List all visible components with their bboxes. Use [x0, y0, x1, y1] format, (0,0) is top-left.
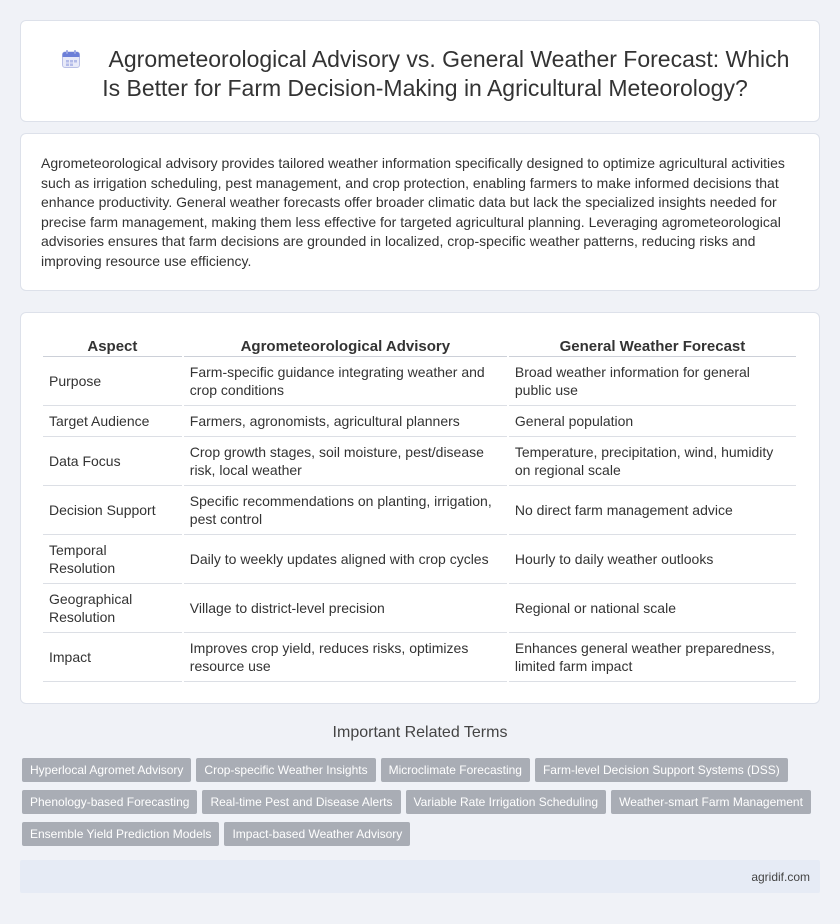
summary-paragraph: Agrometeorological advisory provides tailored weather information specifically designed to optimize agricultural activities such as irrigation scheduling, pest management, and crop protection, enabling farmers to make informed decisions that enhance productivity. General weather forecasts offer broader climatic data but lack the specialized insights needed for precise farm management, making them less effective for targeted agricultural planning. Leveraging agrometeorological advisories ensures that farm decisions are grounded in localized, crop-specific weather patterns, reducing risks and improving resource use efficiency. — [41, 155, 785, 269]
row-aspect: Decision Support — [43, 486, 182, 535]
related-term-chip[interactable]: Ensemble Yield Prediction Models — [22, 822, 219, 846]
row-forecast: Enhances general weather preparedness, limited farm impact — [509, 633, 796, 682]
page-title: Agrometeorological Advisory vs. General Weather Forecast: Which Is Better for Farm Decision-Making in Agricultural Meteorology? — [102, 46, 790, 101]
page-title-row — [51, 45, 799, 103]
related-terms-list — [22, 758, 822, 854]
related-term-chip[interactable]: Variable Rate Irrigation Scheduling — [406, 790, 607, 814]
comparison-table-card — [20, 312, 820, 704]
related-term-chip[interactable]: Real-time Pest and Disease Alerts — [202, 790, 400, 814]
table-row — [43, 584, 796, 633]
header-general-forecast: General Weather Forecast — [509, 333, 796, 357]
row-aspect: Geographical Resolution — [43, 584, 182, 633]
table-row — [43, 406, 796, 437]
calendar-icon — [61, 49, 81, 69]
row-aspect: Target Audience — [43, 406, 182, 437]
row-forecast: No direct farm management advice — [509, 486, 796, 535]
comparison-table — [41, 333, 798, 682]
row-forecast: General population — [509, 406, 796, 437]
related-terms-title: Important Related Terms — [332, 724, 508, 741]
footer-bar — [20, 860, 820, 893]
footer-site-link[interactable]: agridif.com — [751, 870, 810, 884]
row-advisory: Improves crop yield, reduces risks, optimizes resource use — [184, 633, 507, 682]
row-forecast: Hourly to daily weather outlooks — [509, 535, 796, 584]
row-advisory: Daily to weekly updates aligned with crop cycles — [184, 535, 507, 584]
row-advisory: Specific recommendations on planting, irrigation, pest control — [184, 486, 507, 535]
related-term-chip[interactable]: Microclimate Forecasting — [381, 758, 530, 782]
table-row — [43, 535, 796, 584]
header-card — [20, 20, 820, 122]
row-advisory: Farmers, agronomists, agricultural planners — [184, 406, 507, 437]
row-forecast: Temperature, precipitation, wind, humidity on regional scale — [509, 437, 796, 486]
related-term-chip[interactable]: Weather-smart Farm Management — [611, 790, 811, 814]
header-agromet-advisory: Agrometeorological Advisory — [184, 333, 507, 357]
header-aspect: Aspect — [43, 333, 182, 357]
related-term-chip[interactable]: Hyperlocal Agromet Advisory — [22, 758, 191, 782]
related-term-chip[interactable]: Impact-based Weather Advisory — [224, 822, 410, 846]
summary-card — [20, 133, 820, 291]
table-header-row — [43, 333, 796, 357]
related-term-chip[interactable]: Crop-specific Weather Insights — [196, 758, 375, 782]
row-forecast: Broad weather information for general public use — [509, 357, 796, 406]
row-advisory: Crop growth stages, soil moisture, pest/disease risk, local weather — [184, 437, 507, 486]
row-advisory: Village to district-level precision — [184, 584, 507, 633]
row-advisory: Farm-specific guidance integrating weather and crop conditions — [184, 357, 507, 406]
table-row — [43, 633, 796, 682]
table-row — [43, 486, 796, 535]
table-row — [43, 437, 796, 486]
row-forecast: Regional or national scale — [509, 584, 796, 633]
table-row — [43, 357, 796, 406]
row-aspect: Data Focus — [43, 437, 182, 486]
row-aspect: Temporal Resolution — [43, 535, 182, 584]
row-aspect: Purpose — [43, 357, 182, 406]
related-term-chip[interactable]: Farm-level Decision Support Systems (DSS) — [535, 758, 788, 782]
related-term-chip[interactable]: Phenology-based Forecasting — [22, 790, 197, 814]
row-aspect: Impact — [43, 633, 182, 682]
